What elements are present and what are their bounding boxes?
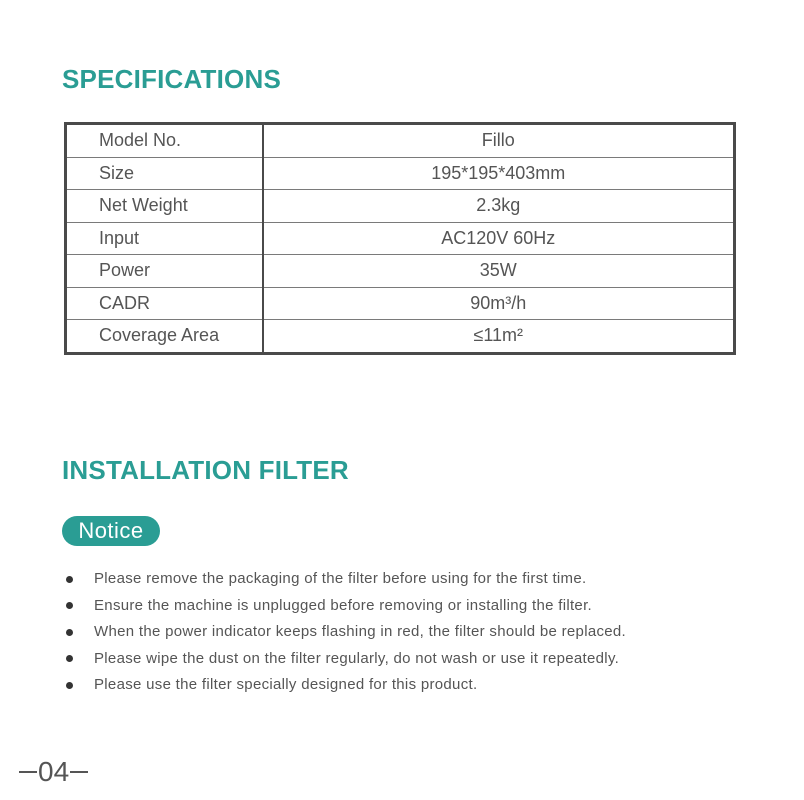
notice-text: Please wipe the dust on the filter regularly, do not wash or use it repeatedly. [94,649,620,667]
specifications-heading: SPECIFICATIONS [62,64,282,94]
spec-value: Fillo [263,124,735,158]
notice-text: Please remove the packaging of the filter before using for the first time. [94,570,587,587]
spec-label: Size [66,157,263,190]
page-number [18,756,89,788]
installation-filter-heading: INSTALLATION FILTER [62,455,349,485]
spec-value: 2.3kg [263,190,735,223]
list-item [66,672,626,699]
spec-value: 195*195*403mm [263,157,735,190]
notice-text: When the power indicator keeps flashing in red, the filter should be replaced. [94,623,627,640]
table-row [66,190,735,223]
list-item [66,646,626,673]
table-row [66,255,735,288]
spec-value: ≤11m² [263,320,735,354]
spec-label: Coverage Area [66,320,263,354]
spec-label: Input [66,222,263,255]
bullet-icon [66,682,73,689]
notice-badge: Notice [62,516,160,546]
dash-left [19,771,37,773]
table-row [66,222,735,255]
notice-text: Please use the filter specially designed for this product. [94,676,478,693]
bullet-icon [66,576,73,583]
spec-label: CADR [66,287,263,320]
spec-value: AC120V 60Hz [263,222,735,255]
spec-value: 35W [263,255,735,288]
table-row [66,157,735,190]
spec-label: Power [66,255,263,288]
list-item [66,566,626,593]
bullet-icon [66,629,73,636]
table-row [66,124,735,158]
notice-text: Ensure the machine is unplugged before removing or installing the filter. [94,596,593,614]
specifications-table [64,122,736,355]
bullet-icon [66,655,73,662]
dash-right [70,771,88,773]
spec-label: Model No. [66,124,263,158]
notice-list [66,566,626,699]
table-row [66,287,735,320]
list-item [66,619,626,646]
spec-value: 90m³/h [263,287,735,320]
page-number-text: 04 [38,756,70,787]
bullet-icon [66,602,73,609]
list-item [66,593,626,620]
spec-label: Net Weight [66,190,263,223]
table-row [66,320,735,354]
